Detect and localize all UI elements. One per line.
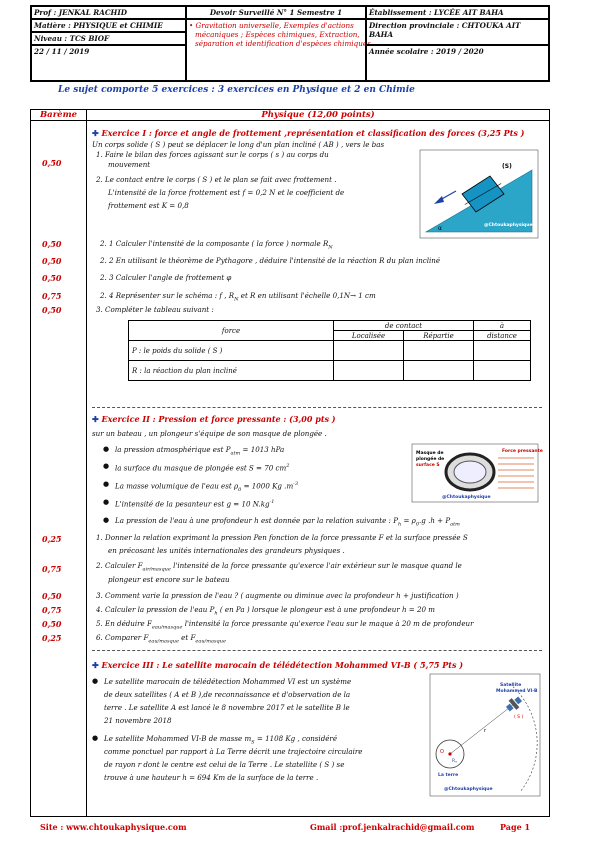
footer-gmail[interactable]: Gmail :prof.jenkalrachid@gmail.com — [310, 822, 475, 832]
ex3-p2c: de rayon r dont le centre est celui de la Terre . Le statellite ( S ) se — [104, 760, 345, 769]
cell-reaction-repartie[interactable] — [404, 361, 474, 381]
mask-label-2: plongée de — [416, 457, 445, 462]
ex2-b1: la pression atmosphérique est $P_{atm} = 1013$ hPa — [115, 445, 285, 457]
ex2-pts-1: 0,25 — [42, 534, 62, 544]
ex2-q1b: en précosant les unités internationales des grandeurs physiques . — [108, 546, 345, 555]
ex3-title: ✚ Exercice III : Le satellite marocain de télédétection Mohammed VI-B ( 5,75 Pts ) — [92, 660, 464, 670]
cell-poids-distance[interactable] — [474, 341, 531, 361]
devoir-cell: Devoir Surveillé N° 1 Semestre 1 — [186, 6, 366, 19]
ex2-q2c: plongeur est encore sur le bateau — [108, 575, 230, 584]
exam-header — [30, 5, 550, 82]
exam-page: Prof : JENKAL RACHID Devoir Surveillé N° 1 Semestre 1 Établissement : LYCÉE AIT BAHA Matière : PHYSIQUE et CHIMIE Niveau : TCS BIOF 22 / 11 / 2019 • Gravitation universelle, Exemples d'actions mécaniques ; Espèces chimiques, Extraction, séparation et identification d'espèces chimiques Direction provinciale : CHTOUKA AIT BAHA Année scolaire : 2019 / 2020 Le sujet comporte 5 exercices : 3 exercices en Physique et 2 en Chimie Barème Physique (12,00 points) ✚ Exercice I : force et angle de frottement ,représentation et classification des forces (3,25 Pts ) Un corps solide ( S ) peut se déplacer le long d'un plan incliné ( AB ) , vers le bas 0,50 1. Faire le bilan des forces agissant sur le corps ( s ) au corps du mouvement 2. Le contact entre le corps ( S ) et le plan se fait avec frottement . L'intensité de la force frottement est f = 0,2 N et le coefficient de frottement est K = 0,8 (S) α @Chtoukaphysique 0,50 2. 1 Calculer l'intensité de la composante ( la force ) normale $R_N$ 0,50 2. 2 En utilisant le théorème de Pythagore , déduire l'intensité de la réaction R du plan incliné 0,50 2. 3 Calculer l'angle de frottement φ 0,75 2. 4 Représenter sur le schéma : f , $R_N$ et R en utilisant l'échelle 0,1N→ 1 cm 0,50 3. Compléter le tableau suivant : force de contact à Localisée Répartie distance P : le poids du solide ( S ) R : la réaction du plan incliné ✚ Exercice II : Pression et force pressante : (3,00 pts ) sur un bateau , un plongeur s'équipe de son masque de plongée . ● la pression atmosphérique est $P_{atm} = 1013$ hPa ● la surface du masque de plongée est S = 70 $cm^2$ ● La masse volumique de l'eau est $\rho_0 = 1000$ Kg $.m^{-3}$ ● L'intensité de la pesanteur est g = 10 $N.kg^{-1}$ ● La pression de l'eau à une profondeur h est donnée par la relation suivante : $P_h = \rho_0.g$ $.h + P_{atm}$ Masque de plongée de surface S Force pressante @Chtoukaphysique 0,25 1. Donner la relation exprimant la pression Pen fonction de la force pressante F et la surface pressée S en précosant les unités internationales des grandeurs physiques . 0,75 2. Calculer $F_{air/masque}$ l'intensité de la force pressante qu'exerce l'air extérieur sur le masque quand le plongeur est encore sur le bateau 0,50 3. Comment varie la pression de l'eau ? ( augmente ou diminue avec la profondeur h + justification ) 0,75 4. Calculer la pression de l'eau $P_h$ ( en Pa ) lorsque le plongeur est à une profondeur h = 20 m 0,50 5. En déduire $F_{eau/masque}$ l'intensité la force pressante qu'exerce l'eau sur le maque à 20 m de profondeur 0,25 6. Comparer $F_{eau/masque}$ et $F_{eau/masque}$ ✚ Exercice III : Le satellite marocain de télédétection Mohammed VI-B ( 5,75 Pts ) ● Le satellite marocain de télédétection Mohammed VI est un système de deux satellites ( A et B ),de reconnaissance et d'observation de la terre . Le satellite A est lancé le 8 novembre 2017 et le satellite B le 21 novembre 2018 ● Le satellite Mohammed VI-B de masse $m_S = 1108$ Kg , considéré comme ponctuel par rapport à La Terre décrit une trajectoire circulaire de rayon r dont le centre est celui de la Terre . Le statellite ( S ) se trouve à une hauteur h = 694 Km de la surface de la terre . Satellite Mohammed VI-B ( S ) O $R_T$ r La terre @Chtoukaphysique Site : www.chtoukaphysique.com Gmail :prof.jenkalrachid@gmail.com Page 1 — [0, 0, 595, 842]
ex2-pts-6: 0,25 — [42, 633, 62, 643]
frame-right — [549, 121, 550, 816]
cell-reaction-localisee[interactable] — [334, 361, 404, 381]
ex2-q6: 6. Comparer $F_{eau/masque}$ et $F_{eau/masque}$ — [96, 633, 226, 645]
incline-figure — [420, 150, 538, 238]
ex3-p2d: trouve à une hauteur h = 694 Km de la surface de la terre . — [104, 773, 319, 782]
ex1-pts-3: 0,50 — [42, 256, 62, 266]
ex1-q1b: mouvement — [108, 160, 151, 169]
ex2-b5: La pression de l'eau à une profondeur h est donnée par la relation suivante : $P_h = \rho_0.g$ $.h + P_{atm}$ — [115, 516, 460, 528]
th-a: à — [474, 321, 531, 331]
date-cell: 22 / 11 / 2019 — [31, 45, 186, 81]
ex3-p1d: 21 novembre 2018 — [104, 716, 172, 725]
ex2-q1a: 1. Donner la relation exprimant la pression Pen fonction de la force pressante F et la surface pressée S — [96, 533, 468, 542]
row-reaction: R : la réaction du plan incliné — [129, 361, 334, 381]
ex2-intro: sur un bateau , un plongeur s'équipe de son masque de plongée . — [92, 429, 327, 438]
themes-cell: • Gravitation universelle, Exemples d'actions mécaniques ; Espèces chimiques, Extraction, séparation et identification d'espèces chimiques — [186, 19, 366, 81]
ex1-q2b: L'intensité de la force frottement est f = 0,2 N et le coefficient de — [108, 188, 345, 197]
ex1-q21: 2. 1 Calculer l'intensité de la composante ( la force ) normale $R_N$ — [100, 239, 333, 251]
ex2-q5: 5. En déduire $F_{eau/masque}$ l'intensité la force pressante qu'exerce l'eau sur le maque à 20 m de profondeur — [96, 619, 474, 631]
ex1-q23: 2. 3 Calculer l'angle de frottement φ — [100, 273, 232, 282]
cell-poids-localisee[interactable] — [334, 341, 404, 361]
fig-label-terre: La terre — [438, 773, 459, 778]
ex3-p1c: terre . Le satellite A est lancé le 8 novembre 2017 et le satellite B le — [104, 703, 350, 712]
sat-label-1: Satellite — [500, 683, 522, 688]
fig-alpha: α — [438, 225, 442, 232]
ex2-pts-5: 0,50 — [42, 619, 62, 629]
ex1-pts-4: 0,50 — [42, 273, 62, 283]
fig-label-rt: $R_T$ — [452, 759, 457, 764]
separator-2 — [92, 650, 542, 651]
bareme-bar — [30, 109, 550, 121]
ex1-q2a: 2. Le contact entre le corps ( S ) et le plan se fait avec frottement . — [96, 175, 337, 184]
niveau-cell: Niveau : TCS BIOF — [31, 32, 186, 45]
footer-site[interactable]: Site : www.chtoukaphysique.com — [40, 822, 187, 832]
cell-poids-repartie[interactable] — [404, 341, 474, 361]
ex2-b3: La masse volumique de l'eau est $\rho_0 = 1000$ Kg $.m^{-3}$ — [115, 481, 299, 493]
satellite-figure — [430, 674, 540, 796]
annee-cell: Année scolaire : 2019 / 2020 — [366, 45, 549, 81]
fig-credit: @Chtoukaphysique — [484, 223, 533, 228]
ex3-p1b: de deux satellites ( A et B ),de reconnaissance et d'observation de la — [104, 690, 351, 699]
ex1-pts-1: 0,50 — [42, 158, 62, 168]
th-localisee: Localisée — [334, 331, 404, 341]
ex1-q2c: frottement est K = 0,8 — [108, 201, 189, 210]
mask-label-1: Masque de — [416, 451, 444, 456]
row-poids: P : le poids du solide ( S ) — [129, 341, 334, 361]
ex2-q2a: 2. Calculer $F_{air/masque}$ l'intensité de la force pressante qu'exerce l'air extérieur sur le masque quand le — [96, 561, 462, 573]
ex2-b4: L'intensité de la pesanteur est g = 10 $N.kg^{-1}$ — [115, 499, 275, 509]
physique-label: Physique (12,00 points) — [261, 110, 375, 120]
frame-left — [30, 121, 31, 816]
th-force: force — [129, 321, 334, 341]
sat-label-2: Mohammed VI-B — [496, 689, 538, 694]
bareme-divider — [86, 121, 87, 816]
separator-1 — [92, 407, 542, 408]
ex2-q3: 3. Comment varie la pression de l'eau ? ( augmente ou diminue avec la profondeur h + justification ) — [96, 591, 459, 600]
th-distance: distance — [474, 331, 531, 341]
fig-label-s: (S) — [502, 163, 512, 170]
ex1-pts-2: 0,50 — [42, 239, 62, 249]
frame-bottom — [30, 816, 550, 817]
ex1-q22: 2. 2 En utilisant le théorème de Pythagore , déduire l'intensité de la réaction R du plan incliné — [100, 256, 441, 265]
ex3-p1a: Le satellite marocain de télédétection Mohammed VI est un système — [104, 677, 352, 686]
ex1-pts-6: 0,50 — [42, 305, 62, 315]
ex2-pts-4: 0,75 — [42, 605, 62, 615]
ex1-q1a: 1. Faire le bilan des forces agissant sur le corps ( s ) au corps du — [96, 150, 329, 159]
th-contact: de contact — [334, 321, 474, 331]
sat-label-s: ( S ) — [514, 715, 524, 720]
th-repartie: Répartie — [404, 331, 474, 341]
cell-reaction-distance[interactable] — [474, 361, 531, 381]
matiere-cell: Matière : PHYSIQUE et CHIMIE — [31, 19, 186, 32]
fig-label-r: r — [484, 728, 487, 734]
ex1-q3: 3. Compléter le tableau suivant : — [96, 305, 214, 314]
fig-label-o: O — [440, 749, 444, 755]
ex1-pts-5: 0,75 — [42, 291, 62, 301]
ex3-p2b: comme ponctuel par rapport à La Terre décrit une trajectoire circulaire — [104, 747, 363, 756]
mask-figure — [412, 444, 543, 502]
prof-cell: Prof : JENKAL RACHID — [31, 6, 186, 19]
footer-page: Page 1 — [500, 822, 531, 832]
ex2-q4: 4. Calculer la pression de l'eau $P_h$ ( en Pa ) lorsque le plongeur est à une profondeur h = 20 m — [96, 605, 435, 617]
mask-credit: @Chtoukaphysique — [442, 495, 491, 500]
ex2-pts-3: 0,50 — [42, 591, 62, 601]
sat-credit: @Chtoukaphysique — [444, 787, 493, 792]
forces-table — [128, 320, 531, 381]
ex2-pts-2: 0,75 — [42, 564, 62, 574]
mask-label-3: surface S — [416, 463, 440, 468]
ex1-intro: Un corps solide ( S ) peut se déplacer le long d'un plan incliné ( AB ) , vers le bas — [92, 140, 385, 149]
etab-cell: Établissement : LYCÉE AIT BAHA — [366, 6, 549, 19]
ex1-q24: 2. 4 Représenter sur le schéma : f , $R_N$ et R en utilisant l'échelle 0,1N→ 1 cm — [100, 291, 376, 303]
mask-force-label: Force pressante — [502, 449, 543, 454]
ex1-title: ✚ Exercice I : force et angle de frottement ,représentation et classification des forces (3,25 Pts ) — [92, 128, 525, 138]
direction-cell: Direction provinciale : CHTOUKA AIT BAHA — [366, 19, 549, 45]
subject-line: Le sujet comporte 5 exercices : 3 exercices en Physique et 2 en Chimie — [58, 85, 415, 95]
ex2-title: ✚ Exercice II : Pression et force pressante : (3,00 pts ) — [92, 414, 336, 424]
bareme-label: Barème — [31, 110, 87, 120]
ex2-b2: la surface du masque de plongée est S = 70 $cm^2$ — [115, 463, 290, 473]
ex3-p2a: Le satellite Mohammed VI-B de masse $m_S = 1108$ Kg , considéré — [104, 734, 338, 746]
